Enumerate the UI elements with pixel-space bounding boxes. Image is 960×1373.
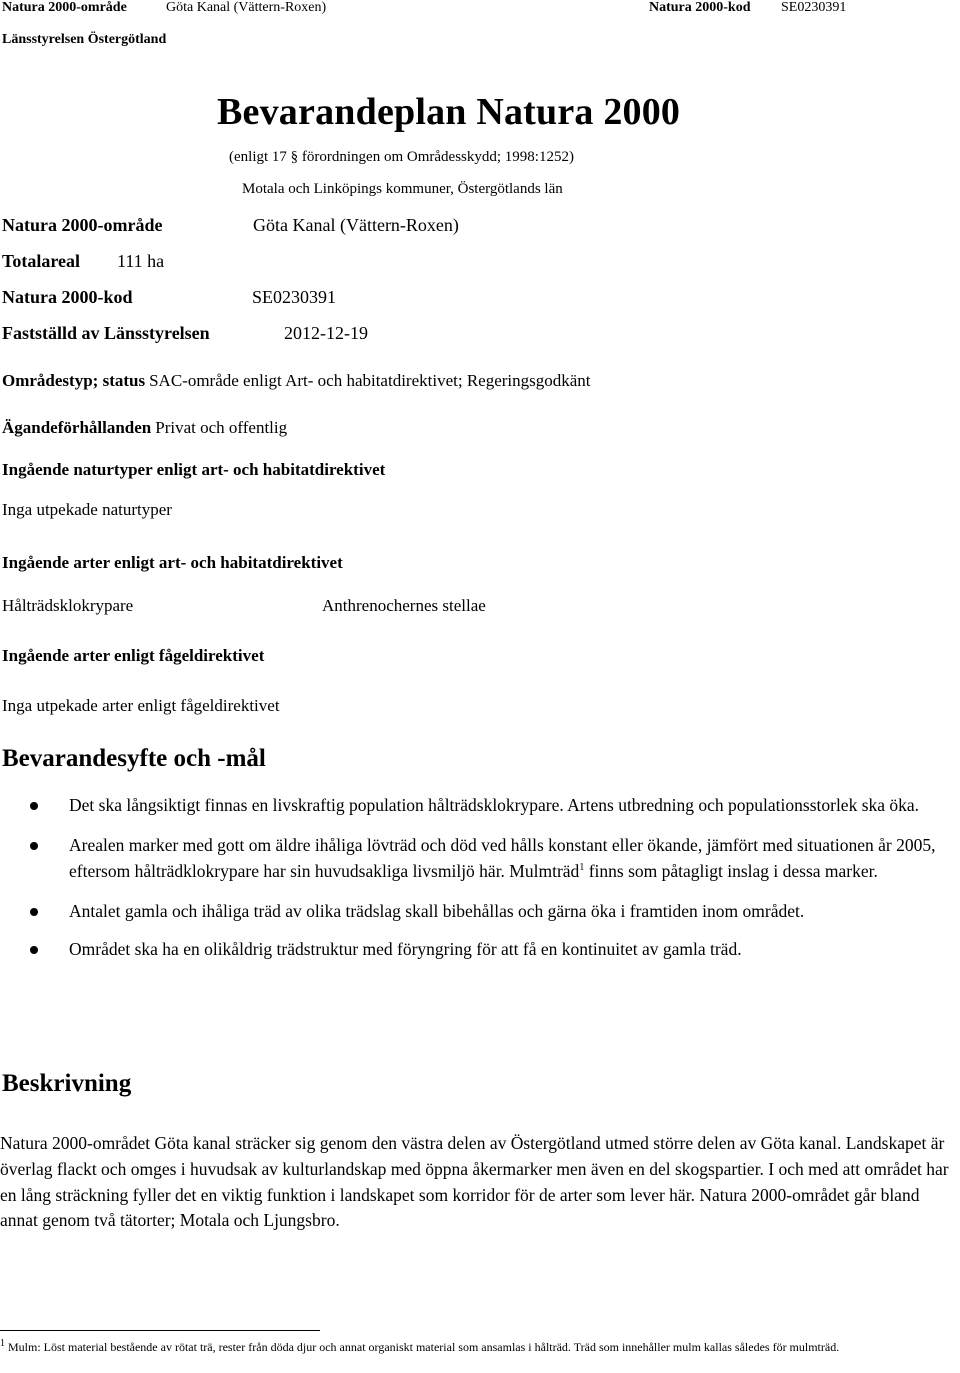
header-authority: Länsstyrelsen Östergötland bbox=[2, 32, 167, 47]
area-value: Göta Kanal (Vättern-Roxen) bbox=[253, 215, 459, 235]
bullet-icon bbox=[30, 946, 38, 954]
area-type-row bbox=[2, 371, 591, 391]
footnote-reference: 1 bbox=[579, 862, 585, 874]
fixed-date: 2012-12-19 bbox=[284, 323, 368, 343]
goal-item bbox=[0, 936, 940, 962]
header-area-label: Natura 2000-område bbox=[2, 0, 127, 15]
species-heading: Ingående arter enligt art- och habitatdirektivet bbox=[2, 553, 343, 572]
birds-heading: Ingående arter enligt fågeldirektivet bbox=[2, 646, 265, 665]
goal-text: Antalet gamla och ihåliga träd av olika trädslag skall bibehållas och gärna öka i framtiden inom området. bbox=[69, 901, 805, 921]
footnote-marker: 1 bbox=[0, 1338, 5, 1349]
goal-item bbox=[0, 832, 940, 884]
municipality-line: Motala och Linköpings kommuner, Östergötlands län bbox=[242, 181, 563, 197]
bullet-icon bbox=[30, 842, 38, 850]
species-latin-name: Anthrenochernes stellae bbox=[322, 596, 486, 615]
ownership-row bbox=[2, 418, 287, 438]
area-type-label: Områdestyp; status bbox=[2, 371, 146, 390]
bullet-icon bbox=[30, 908, 38, 916]
goal-item bbox=[0, 898, 940, 924]
footnote-text: Mulm: Löst material bestående av rötat trä, rester från döda djur och annat organiskt material som ansamlas i hålträd. Träd som innehåller mulm kallas således för mulmträd. bbox=[8, 1340, 840, 1354]
area-label: Natura 2000-område bbox=[2, 215, 163, 235]
header-area-value: Göta Kanal (Vättern-Roxen) bbox=[166, 0, 327, 15]
code-value: SE0230391 bbox=[252, 287, 337, 307]
area-type-value: SAC-område enligt Art- och habitatdirektivet; Regeringsgodkänt bbox=[149, 371, 591, 390]
footnote bbox=[0, 1339, 958, 1356]
description-text: Natura 2000-området Göta kanal sträcker sig genom den västra delen av Östergötland utmed större delen av Göta kanal. Landskapet är överlag flackt och omges i huvudsak av kulturlandskap med öppna åkermarker men även en del skogspartier. I och med att området har en lång sträckning fyller det en viktig funktion i landskapet som korridor för de arter som lever här. Natura 2000-området går bland annat genom två tätorter; Motala och Ljungsbro. bbox=[0, 1133, 949, 1231]
bullet-icon bbox=[30, 802, 38, 810]
page-title: Bevarandeplan Natura 2000 bbox=[217, 91, 681, 133]
fixed-by-label: Fastställd av Länsstyrelsen bbox=[2, 323, 210, 343]
goal-text: Arealen marker med gott om äldre ihåliga lövträd och död ved hålls konstant eller ökande, jämfört med situationen år 2005, eftersom hålträdklokrypare har sin huvudsakliga livsmiljö här. Mulmträd bbox=[69, 835, 936, 881]
header-code-value: SE0230391 bbox=[781, 0, 847, 15]
description-heading: Beskrivning bbox=[2, 1070, 132, 1097]
goal-text: Det ska långsiktigt finnas en livskraftig population hålträdsklokrypare. Artens utbredning och populationsstorlek ska öka. bbox=[69, 795, 920, 815]
total-area-label: Totalareal bbox=[2, 251, 81, 271]
goals-heading: Bevarandesyfte och -mål bbox=[2, 745, 266, 772]
legal-reference: (enligt 17 § förordningen om Områdesskydd; 1998:1252) bbox=[229, 149, 574, 165]
goal-item bbox=[0, 792, 940, 818]
goals-list bbox=[0, 792, 940, 962]
goal-text-continued: finns som påtagligt inslag i dessa marker. bbox=[588, 861, 878, 881]
ownership-label: Ägandeförhållanden bbox=[2, 418, 152, 437]
ownership-value: Privat och offentlig bbox=[155, 418, 288, 437]
code-label: Natura 2000-kod bbox=[2, 287, 133, 307]
goal-text: Området ska ha en olikåldrig trädstruktur med föryngring för att få en kontinuitet av gamla träd. bbox=[69, 939, 742, 959]
footnote-divider bbox=[0, 1330, 320, 1331]
total-area-value: 111 ha bbox=[117, 251, 165, 271]
header-code-label: Natura 2000-kod bbox=[649, 0, 751, 15]
species-common-name: Hålträdsklokrypare bbox=[2, 596, 134, 615]
birds-text: Inga utpekade arter enligt fågeldirektivet bbox=[2, 696, 280, 715]
habitats-text: Inga utpekade naturtyper bbox=[2, 500, 172, 519]
habitats-heading: Ingående naturtyper enligt art- och habitatdirektivet bbox=[2, 460, 386, 479]
